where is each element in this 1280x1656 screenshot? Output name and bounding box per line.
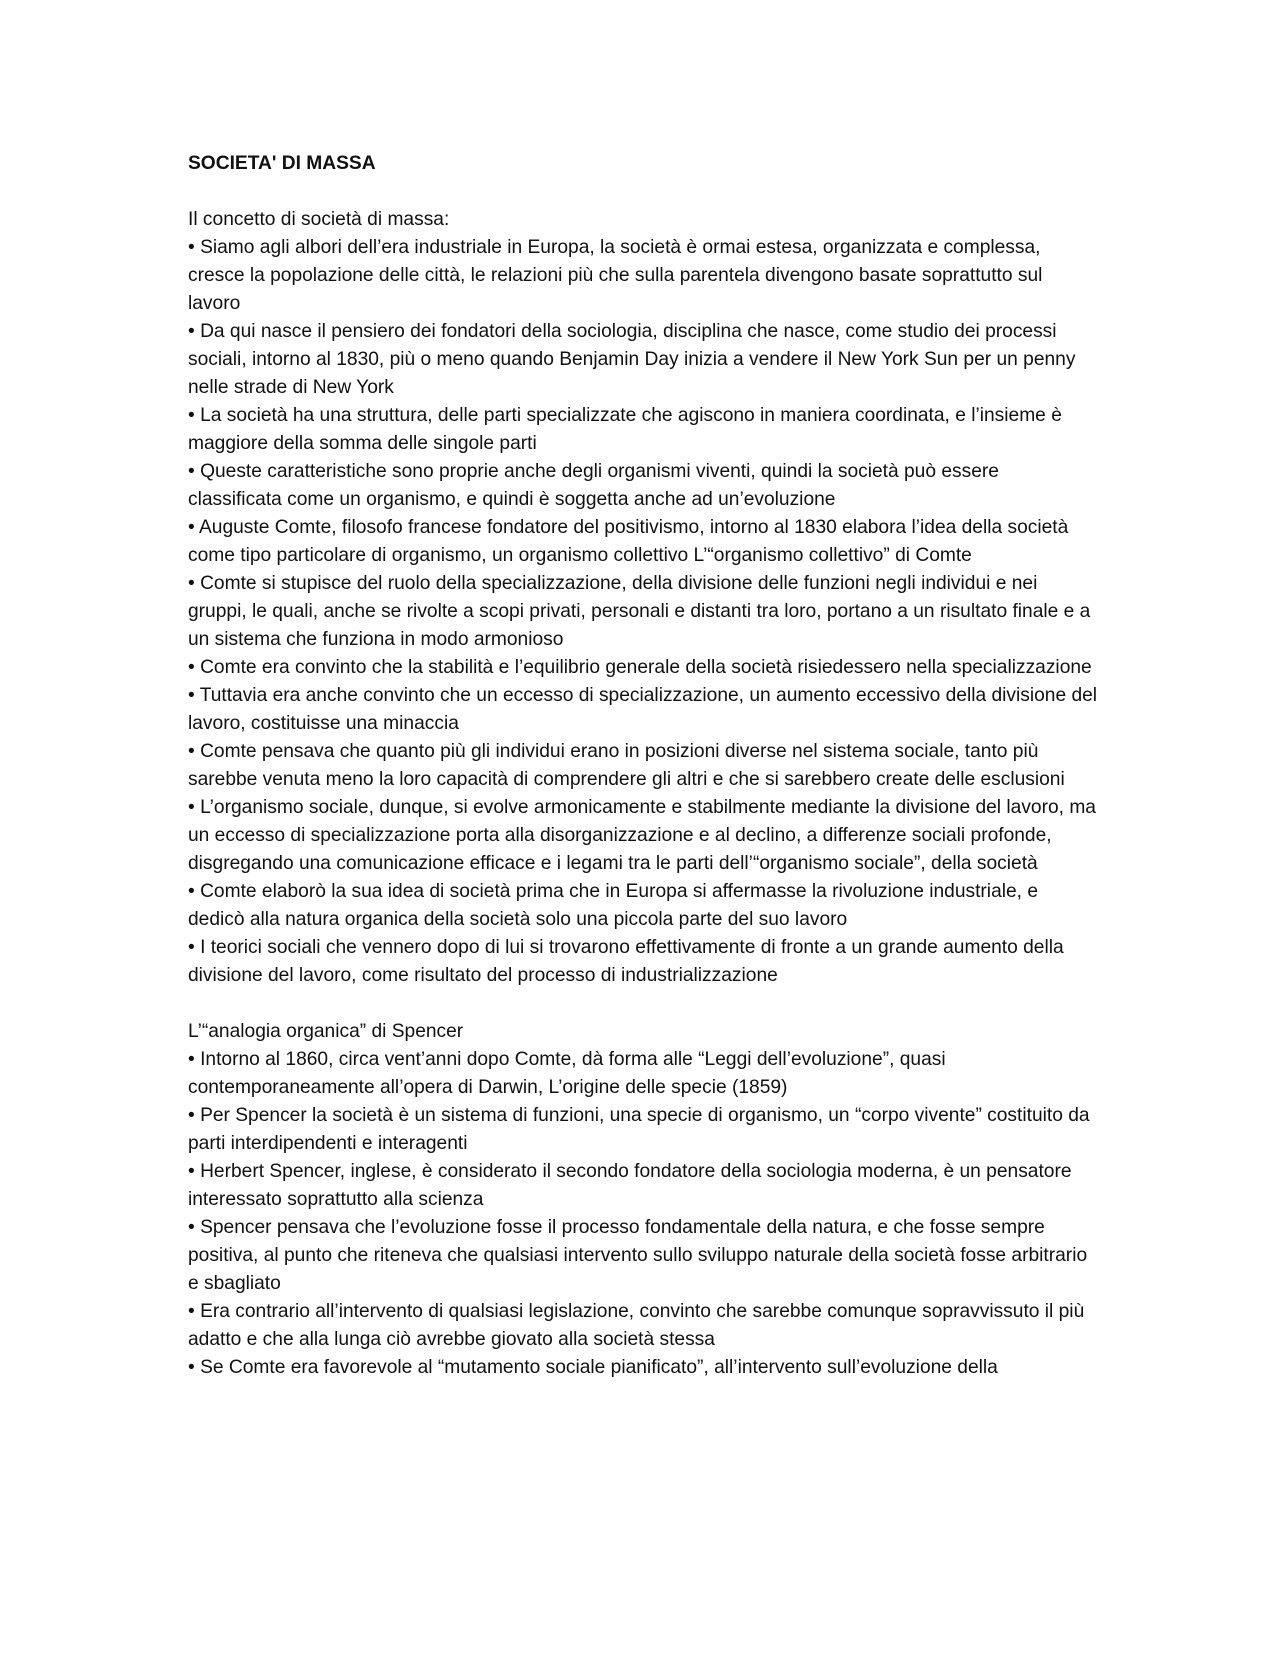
list-item-text: Comte pensava che quanto più gli individui erano in posizioni diverse nel sistema sociale, tanto più sarebbe venuta meno la loro capacità di comprendere gli altri e che si sarebbero create delle esclusioni (188, 741, 1065, 790)
list-item (188, 1298, 1098, 1354)
list-item-text: Herbert Spencer, inglese, è considerato il secondo fondatore della sociologia moderna, è un pensatore interessato soprattutto alla scienza (188, 1161, 1072, 1210)
list-item (188, 878, 1098, 934)
list-item-text: Siamo agli albori dell’era industriale in Europa, la società è ormai estesa, organizzata e complessa, cresce la popolazione delle città, le relazioni più che sulla parentela divengono basate soprattutto sul lavoro (188, 237, 1043, 314)
bullet-symbol: • (188, 881, 195, 902)
document-body (188, 150, 1098, 1382)
list-item (188, 794, 1098, 878)
bullet-symbol: • (188, 741, 195, 762)
list-item-text: Intorno al 1860, circa vent’anni dopo Comte, dà forma alle “Leggi dell’evoluzione”, quasi contemporaneamente all’opera di Darwin, L’origine delle specie (1859) (188, 1049, 946, 1098)
list-item-text: I teorici sociali che vennero dopo di lui si trovarono effettivamente di fronte a un grande aumento della divisione del lavoro, come risultato del processo di industrializzazione (188, 937, 1064, 986)
list-item (188, 514, 1098, 570)
bullet-symbol: • (188, 1161, 195, 1182)
list-item (188, 234, 1098, 318)
bullet-symbol: • (188, 685, 195, 706)
bullet-symbol: • (188, 1105, 195, 1126)
list-item-text: Era contrario all’intervento di qualsiasi legislazione, convinto che sarebbe comunque sopravvissuto il più adatto e che alla lunga ciò avrebbe giovato alla società stessa (188, 1301, 1085, 1350)
spacer (188, 178, 1098, 206)
document-title: SOCIETA' DI MASSA (188, 153, 376, 174)
bullet-symbol: • (188, 237, 195, 258)
list-item (188, 570, 1098, 654)
list-item (188, 654, 1098, 682)
bullet-symbol: • (188, 461, 195, 482)
bullet-symbol: • (188, 1357, 195, 1378)
list-item-text: Comte si stupisce del ruolo della specializzazione, della divisione delle funzioni negli individui e nei gruppi, le quali, anche se rivolte a scopi privati, personali e distanti tra loro, portano a un risultato finale e a un sistema che funziona in modo armonioso (188, 573, 1091, 650)
list-item-text: L’organismo sociale, dunque, si evolve armonicamente e stabilmente mediante la divisione del lavoro, ma un eccesso di specializzazione porta alla disorganizzazione e al declino, a differenze sociali profonde, disgregando una comunicazione efficace e i legami tra le parti dell’“organismo sociale”, della società (188, 797, 1096, 874)
bullet-symbol: • (188, 1217, 195, 1238)
list-item (188, 934, 1098, 990)
bullet-symbol: • (188, 1049, 195, 1070)
bullet-symbol: • (188, 937, 195, 958)
section-heading: L’“analogia organica” di Spencer (188, 1021, 464, 1042)
bullet-symbol: • (188, 405, 195, 426)
list-item (188, 1354, 1098, 1382)
list-item-text: La società ha una struttura, delle parti specializzate che agiscono in maniera coordinata, e l’insieme è maggiore della somma delle singole parti (188, 405, 1062, 454)
list-item (188, 458, 1098, 514)
list-item-text: Per Spencer la società è un sistema di funzioni, una specie di organismo, un “corpo vivente” costituito da parti interdipendenti e interagenti (188, 1105, 1090, 1154)
bullet-symbol: • (188, 573, 195, 594)
list-item (188, 402, 1098, 458)
list-item-text: Tuttavia era anche convinto che un eccesso di specializzazione, un aumento eccessivo della divisione del lavoro, costituisse una minaccia (188, 685, 1098, 734)
list-item (188, 1214, 1098, 1298)
list-item-text: Da qui nasce il pensiero dei fondatori della sociologia, disciplina che nasce, come studio dei processi sociali, intorno al 1830, più o meno quando Benjamin Day inizia a vendere il New York Sun per un penny nelle strade di New York (188, 321, 1076, 398)
list-item-text: Auguste Comte, filosofo francese fondatore del positivismo, intorno al 1830 elabora l’idea della società come tipo particolare di organismo, un organismo collettivo L’“organismo collettivo” di Comte (188, 517, 1069, 566)
list-item-text: Comte elaborò la sua idea di società prima che in Europa si affermasse la rivoluzione industriale, e dedicò alla natura organica della società solo una piccola parte del suo lavoro (188, 881, 1039, 930)
bullet-symbol: • (188, 321, 195, 342)
bullet-symbol: • (188, 657, 195, 678)
list-item (188, 1046, 1098, 1102)
bullet-symbol: • (188, 797, 195, 818)
section-heading: Il concetto di società di massa: (188, 209, 450, 230)
list-item (188, 1102, 1098, 1158)
list-item (188, 318, 1098, 402)
list-item (188, 738, 1098, 794)
document-section (188, 1018, 1098, 1382)
document-sections (188, 206, 1098, 1382)
bullet-symbol: • (188, 1301, 195, 1322)
list-item-text: Queste caratteristiche sono proprie anche degli organismi viventi, quindi la società può essere classificata come un organismo, e quindi è soggetta anche ad un’evoluzione (188, 461, 999, 510)
list-item-text: Se Comte era favorevole al “mutamento sociale pianificato”, all’intervento sull’evoluzione della (200, 1357, 998, 1378)
list-item-text: Spencer pensava che l’evoluzione fosse il processo fondamentale della natura, e che fosse sempre positiva, al punto che riteneva che qualsiasi intervento sullo sviluppo naturale della società fosse arbitrario e sbagliato (188, 1217, 1088, 1294)
document-section (188, 206, 1098, 990)
list-item-text: Comte era convinto che la stabilità e l’equilibrio generale della società risiedessero nella specializzazione (200, 657, 1092, 678)
list-item (188, 1158, 1098, 1214)
list-item (188, 682, 1098, 738)
bullet-symbol: • (188, 517, 195, 538)
spacer (188, 990, 1098, 1018)
